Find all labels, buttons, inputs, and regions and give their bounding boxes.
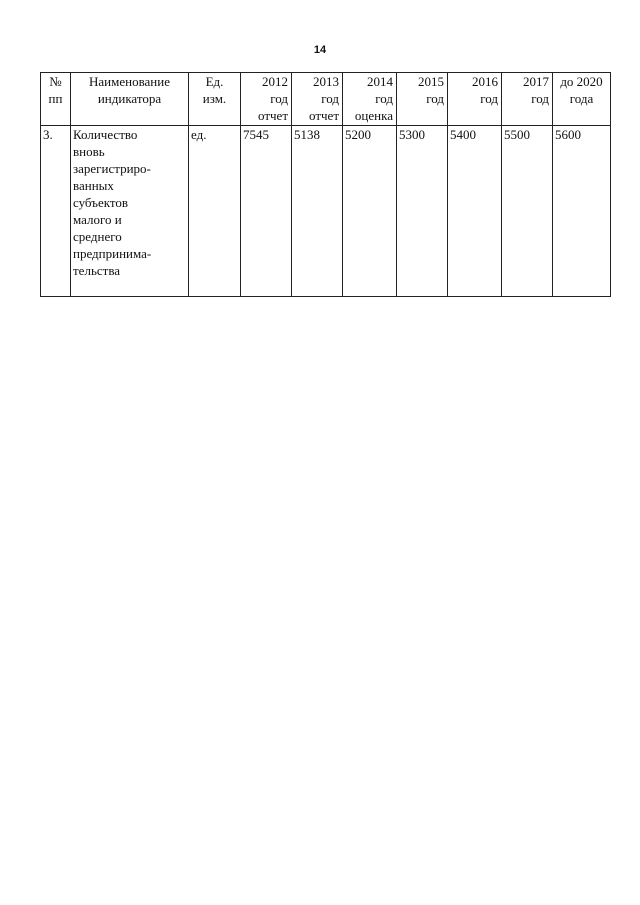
page-number: 14	[313, 44, 327, 56]
row-value-2015: 5300	[397, 126, 448, 297]
row-unit: ед.	[189, 126, 241, 297]
header-2012: 2012 год отчет	[241, 73, 292, 126]
row-name: Количество вновь зарегистриро- ванных субъектов малого и среднего предпринима- тельства	[71, 126, 189, 297]
indicators-table	[40, 72, 611, 297]
header-2014: 2014 год оценка	[343, 73, 397, 126]
row-value-2016: 5400	[448, 126, 502, 297]
row-value-2014: 5200	[343, 126, 397, 297]
header-2017: 2017 год	[502, 73, 553, 126]
header-2016: 2016 год	[448, 73, 502, 126]
header-2020: до 2020 года	[553, 73, 611, 126]
header-2015: 2015 год	[397, 73, 448, 126]
header-name: Наименование индикатора	[71, 73, 189, 126]
header-2013: 2013 год отчет	[292, 73, 343, 126]
table-row	[41, 126, 611, 297]
row-value-2020: 5600	[553, 126, 611, 297]
header-row	[41, 73, 611, 126]
row-value-2017: 5500	[502, 126, 553, 297]
header-num: № пп	[41, 73, 71, 126]
row-num: 3.	[41, 126, 71, 297]
row-value-2012: 7545	[241, 126, 292, 297]
row-value-2013: 5138	[292, 126, 343, 297]
header-unit: Ед. изм.	[189, 73, 241, 126]
